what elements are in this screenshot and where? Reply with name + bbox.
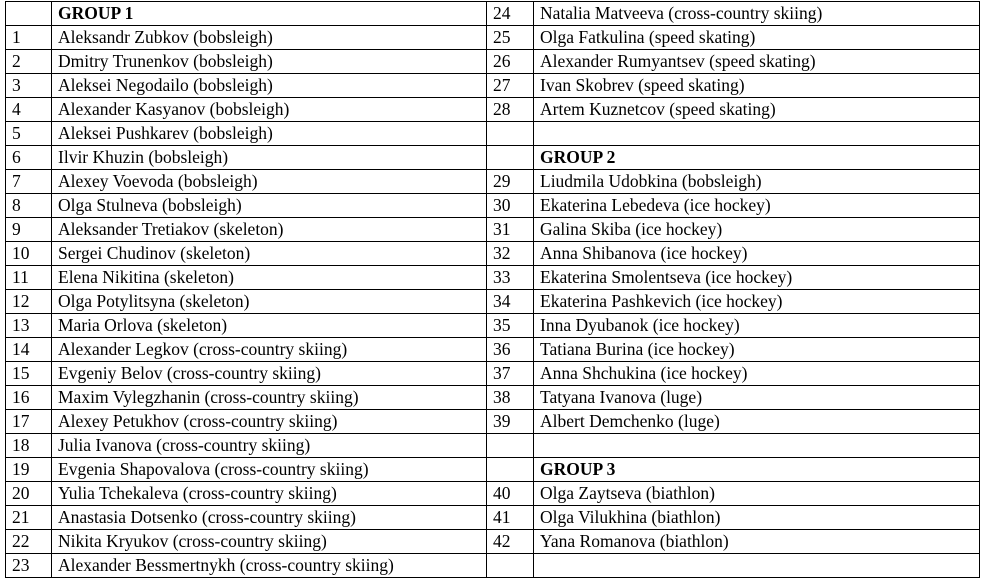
left-number-cell: 3: [6, 74, 52, 98]
table-body: [6, 2, 980, 578]
table-row: [6, 242, 980, 266]
right-number-cell: 28: [487, 98, 534, 122]
left-number-cell: 21: [6, 506, 52, 530]
right-athlete-cell: Ivan Skobrev (speed skating): [534, 74, 980, 98]
right-number-cell: 41: [487, 506, 534, 530]
right-athlete-cell: Natalia Matveeva (cross-country skiing): [534, 2, 980, 26]
left-number-cell: 4: [6, 98, 52, 122]
table-row: [6, 482, 980, 506]
left-athlete-cell: Alexander Kasyanov (bobsleigh): [52, 98, 487, 122]
left-athlete-cell: Alexey Petukhov (cross-country skiing): [52, 410, 487, 434]
table-row: [6, 530, 980, 554]
right-athlete-cell: Ekaterina Pashkevich (ice hockey): [534, 290, 980, 314]
left-number-cell: 2: [6, 50, 52, 74]
left-number-cell: 11: [6, 266, 52, 290]
table-row: [6, 290, 980, 314]
right-number-cell: 27: [487, 74, 534, 98]
table-row: [6, 50, 980, 74]
right-number-cell: 42: [487, 530, 534, 554]
left-number-cell: [6, 2, 52, 26]
left-number-cell: 20: [6, 482, 52, 506]
left-number-cell: 19: [6, 458, 52, 482]
right-athlete-cell: Anna Shchukina (ice hockey): [534, 362, 980, 386]
left-athlete-cell: Anastasia Dotsenko (cross-country skiing): [52, 506, 487, 530]
right-number-cell: 39: [487, 410, 534, 434]
left-athlete-cell: Yulia Tchekaleva (cross-country skiing): [52, 482, 487, 506]
table-row: [6, 26, 980, 50]
table-row: [6, 458, 980, 482]
left-number-cell: 23: [6, 554, 52, 578]
left-number-cell: 1: [6, 26, 52, 50]
right-number-cell: 33: [487, 266, 534, 290]
table-row: [6, 218, 980, 242]
table-row: [6, 434, 980, 458]
right-athlete-cell: Alexander Rumyantsev (speed skating): [534, 50, 980, 74]
right-athlete-cell: Tatiana Burina (ice hockey): [534, 338, 980, 362]
table-row: [6, 146, 980, 170]
left-number-cell: 10: [6, 242, 52, 266]
left-number-cell: 13: [6, 314, 52, 338]
left-athlete-cell: Aleksandr Zubkov (bobsleigh): [52, 26, 487, 50]
left-athlete-cell: Nikita Kryukov (cross-country skiing): [52, 530, 487, 554]
left-number-cell: 5: [6, 122, 52, 146]
left-number-cell: 9: [6, 218, 52, 242]
right-number-cell: 34: [487, 290, 534, 314]
left-athlete-cell: Ilvir Khuzin (bobsleigh): [52, 146, 487, 170]
right-number-cell: 24: [487, 2, 534, 26]
right-athlete-cell: Artem Kuznetcov (speed skating): [534, 98, 980, 122]
right-number-cell: 35: [487, 314, 534, 338]
table-row: [6, 122, 980, 146]
left-number-cell: 6: [6, 146, 52, 170]
left-number-cell: 8: [6, 194, 52, 218]
right-athlete-cell: Olga Vilukhina (biathlon): [534, 506, 980, 530]
right-number-cell: [487, 554, 534, 578]
left-athlete-cell: Alexey Voevoda (bobsleigh): [52, 170, 487, 194]
table-row: [6, 170, 980, 194]
right-number-cell: 36: [487, 338, 534, 362]
right-number-cell: [487, 434, 534, 458]
left-athlete-cell: Aleksei Negodailo (bobsleigh): [52, 74, 487, 98]
table-row: [6, 506, 980, 530]
table-row: [6, 74, 980, 98]
right-athlete-cell: Liudmila Udobkina (bobsleigh): [534, 170, 980, 194]
right-athlete-cell: Tatyana Ivanova (luge): [534, 386, 980, 410]
right-athlete-cell: Olga Zaytseva (biathlon): [534, 482, 980, 506]
left-athlete-cell: Dmitry Trunenkov (bobsleigh): [52, 50, 487, 74]
right-athlete-cell: Ekaterina Lebedeva (ice hockey): [534, 194, 980, 218]
athlete-groups-table: [5, 1, 980, 578]
left-number-cell: 12: [6, 290, 52, 314]
right-athlete-cell: [534, 434, 980, 458]
right-athlete-cell: [534, 122, 980, 146]
left-number-cell: 16: [6, 386, 52, 410]
left-athlete-cell: Aleksei Pushkarev (bobsleigh): [52, 122, 487, 146]
table-row: [6, 410, 980, 434]
left-number-cell: 15: [6, 362, 52, 386]
table-row: [6, 194, 980, 218]
table-row: [6, 362, 980, 386]
right-number-cell: 31: [487, 218, 534, 242]
right-group-heading: GROUP 3: [534, 458, 980, 482]
left-number-cell: 17: [6, 410, 52, 434]
table-row: [6, 554, 980, 578]
table-row: [6, 386, 980, 410]
left-athlete-cell: Evgeniy Belov (cross-country skiing): [52, 362, 487, 386]
table-row: [6, 338, 980, 362]
right-athlete-cell: [534, 554, 980, 578]
right-number-cell: 29: [487, 170, 534, 194]
right-number-cell: 30: [487, 194, 534, 218]
left-athlete-cell: Olga Stulneva (bobsleigh): [52, 194, 487, 218]
right-number-cell: 37: [487, 362, 534, 386]
left-athlete-cell: Olga Potylitsyna (skeleton): [52, 290, 487, 314]
right-number-cell: [487, 122, 534, 146]
left-group-heading: GROUP 1: [52, 2, 487, 26]
left-athlete-cell: Julia Ivanova (cross-country skiing): [52, 434, 487, 458]
table-row: [6, 266, 980, 290]
left-athlete-cell: Maxim Vylegzhanin (cross-country skiing): [52, 386, 487, 410]
right-athlete-cell: Anna Shibanova (ice hockey): [534, 242, 980, 266]
left-number-cell: 22: [6, 530, 52, 554]
right-number-cell: [487, 146, 534, 170]
right-number-cell: 32: [487, 242, 534, 266]
right-athlete-cell: Ekaterina Smolentseva (ice hockey): [534, 266, 980, 290]
left-athlete-cell: Alexander Bessmertnykh (cross-country skiing): [52, 554, 487, 578]
right-athlete-cell: Yana Romanova (biathlon): [534, 530, 980, 554]
right-group-heading: GROUP 2: [534, 146, 980, 170]
right-athlete-cell: Inna Dyubanok (ice hockey): [534, 314, 980, 338]
table-row: [6, 2, 980, 26]
left-number-cell: 14: [6, 338, 52, 362]
table-row: [6, 98, 980, 122]
left-number-cell: 18: [6, 434, 52, 458]
table-row: [6, 314, 980, 338]
right-number-cell: [487, 458, 534, 482]
left-number-cell: 7: [6, 170, 52, 194]
right-number-cell: 40: [487, 482, 534, 506]
left-athlete-cell: Evgenia Shapovalova (cross-country skiing): [52, 458, 487, 482]
right-number-cell: 26: [487, 50, 534, 74]
left-athlete-cell: Elena Nikitina (skeleton): [52, 266, 487, 290]
right-athlete-cell: Olga Fatkulina (speed skating): [534, 26, 980, 50]
left-athlete-cell: Aleksander Tretiakov (skeleton): [52, 218, 487, 242]
left-athlete-cell: Alexander Legkov (cross-country skiing): [52, 338, 487, 362]
right-number-cell: 25: [487, 26, 534, 50]
right-athlete-cell: Albert Demchenko (luge): [534, 410, 980, 434]
left-athlete-cell: Sergei Chudinov (skeleton): [52, 242, 487, 266]
left-athlete-cell: Maria Orlova (skeleton): [52, 314, 487, 338]
right-athlete-cell: Galina Skiba (ice hockey): [534, 218, 980, 242]
right-number-cell: 38: [487, 386, 534, 410]
